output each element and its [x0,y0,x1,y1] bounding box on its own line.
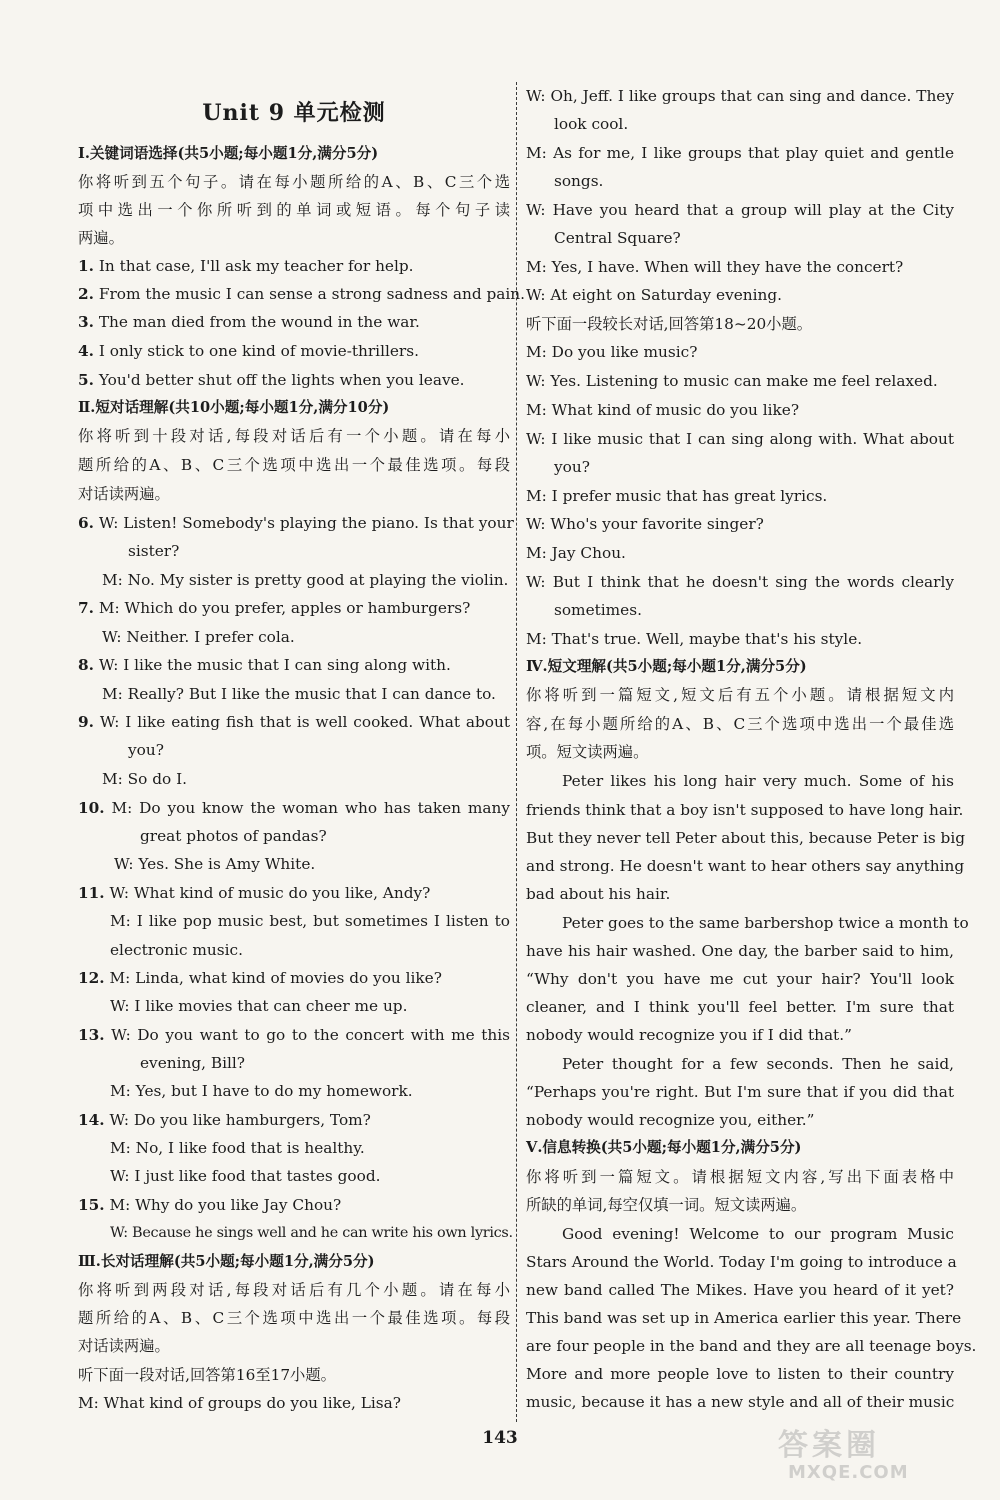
line-text: nobody would recognize you, either.” [526,1111,815,1129]
text-line [78,1361,336,1389]
text-line [526,82,954,110]
line-text: W: I like music that I can sing along with. What about [526,430,954,448]
text-line [526,1163,954,1191]
item-number: 10. [78,799,105,817]
line-text: “Why don't you have me cut your hair? You'll look [526,970,954,988]
line-text: W: Do you want to go to the concert with me this [104,1026,510,1044]
item-number: 14. [78,1111,105,1129]
line-text: W: I like eating fish that is well cooked. What about [93,713,510,731]
text-line [110,1162,381,1190]
line-text: 项中选出一个你所听到的单词或短语。每个句子读 [78,201,510,219]
line-text: Ⅲ.长对话理解(共5小题;每小题1分,满分5分) [78,1253,375,1270]
text-line [526,1078,954,1106]
line-text: great photos of pandas? [140,827,327,845]
line-text: sometimes. [554,601,642,619]
watermark-line1: 答案圈 [778,1428,880,1463]
text-line [526,1360,954,1388]
line-text: M: Yes, I have. When will they have the concert? [526,258,904,276]
text-line [110,1134,365,1162]
text-line [562,767,954,795]
line-text: Ⅰ.关键词语选择(共5小题;每小题1分,满分5分) [78,145,379,162]
line-text: 容,在每小题所给的A、B、C三个选项中选出一个最佳选 [526,715,954,733]
text-line [78,708,510,736]
line-text: 你将听到五个句子。请在每小题所给的A、B、C三个选 [78,173,510,191]
text-line [526,880,670,908]
line-text: But they never tell Peter about this, because Peter is big [526,829,966,847]
line-text: M: What kind of music do you like? [526,401,800,419]
text-line [526,1388,954,1416]
line-text: 项。短文读两遍。 [526,743,649,761]
line-text: 所缺的单词,每空仅填一词。短文读两遍。 [526,1196,807,1214]
line-text: This band was set up in America earlier this year. There [526,1309,962,1327]
item-number: 4. [78,342,94,360]
text-line [526,253,903,281]
text-line [102,566,508,594]
text-line [526,367,938,395]
text-line [526,625,862,653]
text-line [562,1050,954,1078]
line-text: Peter thought for a few seconds. Then he said, [562,1055,954,1073]
line-text: look cool. [554,115,629,133]
text-line [128,537,179,565]
line-text: W: I just like food that tastes good. [110,1167,381,1185]
line-text: Stars Around the World. Today I'm going to introduce a [526,1253,957,1271]
line-text: sister? [128,542,180,560]
line-text: nobody would recognize you if I did that.” [526,1026,852,1044]
page-number: 143 [482,1428,518,1448]
item-number: 15. [78,1196,105,1214]
text-line [78,1106,371,1134]
page-title: Unit 9 单元检测 [202,100,386,126]
line-text: and strong. He doesn't want to hear others say anything [526,857,965,875]
item-number: 9. [78,713,94,731]
line-text: M: Do you know the woman who has taken many [104,799,510,817]
text-line [526,824,966,852]
text-line [526,1332,977,1360]
text-line [526,539,626,567]
line-text: 你将听到一篇短文。请根据短文内容,写出下面表格中 [526,1168,954,1186]
text-line [78,337,419,365]
text-line [78,1191,341,1219]
text-line [140,1049,245,1077]
text-line [526,796,964,824]
line-text: M: Jay Chou. [526,544,626,562]
text-line [78,168,510,196]
text-line [102,623,295,651]
text-line [78,1332,170,1360]
line-text: 听下面一段对话,回答第16至17小题。 [78,1366,336,1384]
text-line [554,596,642,624]
line-text: M: Linda, what kind of movies do you like? [104,969,442,987]
text-line [78,366,465,394]
line-text: songs. [554,172,604,190]
line-text: W: Yes. She is Amy White. [114,855,316,873]
text-line [526,1191,806,1219]
text-line [78,422,510,450]
text-line [78,594,470,622]
text-line [78,1276,510,1304]
line-text: W: Do you like hamburgers, Tom? [104,1111,371,1129]
line-text: W: But I think that he doesn't sing the words clearly [526,573,954,591]
text-line [78,308,420,336]
line-text: 题所给的A、B、C三个选项中选出一个最佳选项。每段 [78,1309,510,1327]
item-number: 12. [78,969,105,987]
line-text: new band called The Mikes. Have you heard of it yet? [526,1281,954,1299]
section-heading [78,1248,375,1276]
line-text: are four people in the band and they are all teenage boys. [526,1337,977,1355]
line-text: “Perhaps you're right. But I'm sure that if you did that [526,1083,954,1101]
line-text: M: What kind of groups do you like, Lisa? [78,1394,401,1412]
line-text: M: I like pop music best, but sometimes I listen to [110,912,510,930]
section-heading [78,140,378,168]
text-line [526,139,954,167]
section-heading [526,1134,801,1162]
line-text: W: Oh, Jeff. I like groups that can sing and dance. They [526,87,954,105]
line-text: W: Because he sings well and he can write his own lyrics. [110,1225,513,1241]
text-line [526,510,764,538]
text-line [562,909,969,937]
line-text: M: I prefer music that has great lyrics. [526,487,828,505]
line-text: 题所给的A、B、C三个选项中选出一个最佳选项。每段 [78,456,510,474]
line-text: electronic music. [110,941,243,959]
item-number: 11. [78,884,105,902]
text-line [110,1219,513,1247]
text-line [78,252,414,280]
line-text: W: Listen! Somebody's playing the piano. Is that your [93,514,514,532]
text-line [140,822,327,850]
text-line [526,937,954,965]
column-divider [516,82,517,1422]
text-line [526,482,827,510]
line-text: W: Yes. Listening to music can make me feel relaxed. [526,372,938,390]
text-line [554,224,681,252]
line-text: M: Which do you prefer, apples or hamburgers? [93,599,471,617]
line-text: have his hair washed. One day, the barber said to him, [526,942,954,960]
line-text: 你将听到十段对话,每段对话后有一个小题。请在每小 [78,427,510,445]
line-text: Ⅴ.信息转换(共5小题;每小题1分,满分5分) [526,1139,802,1156]
text-line [562,1220,954,1248]
line-text: M: Yes, but I have to do my homework. [110,1082,413,1100]
text-line [526,965,954,993]
line-text: W: What kind of music do you like, Andy? [104,884,431,902]
text-line [526,1276,954,1304]
text-line [110,1077,413,1105]
line-text: M: No. My sister is pretty good at playing the violin. [102,571,509,589]
text-line [110,992,407,1020]
line-text: 你将听到两段对话,每段对话后有几个小题。请在每小 [78,1281,510,1299]
text-line [554,167,603,195]
line-text: You'd better shut off the lights when you leave. [93,371,465,389]
line-text: In that case, I'll ask my teacher for help. [93,257,414,275]
line-text: 两遍。 [78,229,124,247]
text-line [526,1021,852,1049]
text-line [526,196,954,224]
text-line [78,509,514,537]
line-text: M: No, I like food that is healthy. [110,1139,365,1157]
text-line [526,568,954,596]
text-line [110,936,243,964]
text-line [526,396,799,424]
line-text: Ⅳ.短文理解(共5小题;每小题1分,满分5分) [526,658,807,675]
text-line [78,794,510,822]
line-text: From the music I can sense a strong sadness and pain. [93,285,526,303]
line-text: Peter likes his long hair very much. Some of his [562,772,954,790]
line-text: bad about his hair. [526,885,671,903]
text-line [78,224,124,252]
line-text: W: Who's your favorite singer? [526,515,764,533]
line-text: Peter goes to the same barbershop twice a month to [562,914,969,932]
text-line [78,964,442,992]
text-line [526,338,697,366]
line-text: Central Square? [554,229,681,247]
line-text: W: I like movies that can cheer me up. [110,997,408,1015]
line-text: cleaner, and I think you'll feel better. I'm sure that [526,998,954,1016]
item-number: 5. [78,371,94,389]
item-number: 13. [78,1026,105,1044]
text-line [526,738,648,766]
text-line [526,310,812,338]
item-number: 2. [78,285,94,303]
line-text: W: Neither. I prefer cola. [102,628,295,646]
line-text: 对话读两遍。 [78,1337,170,1355]
line-text: you? [128,741,164,759]
line-text: you? [554,458,590,476]
item-number: 6. [78,514,94,532]
line-text: Ⅱ.短对话理解(共10小题;每小题1分,满分10分) [78,399,390,416]
line-text: 对话读两遍。 [78,485,170,503]
line-text: 听下面一段较长对话,回答第18~20小题。 [526,315,813,333]
item-number: 7. [78,599,94,617]
line-text: I only stick to one kind of movie-thrillers. [93,342,419,360]
text-line [526,425,954,453]
item-number: 3. [78,313,94,331]
text-line [78,280,525,308]
text-line [526,1106,814,1134]
section-heading [526,653,807,681]
line-text: Good evening! Welcome to our program Music [562,1225,954,1243]
line-text: More and more people love to listen to their country [526,1365,954,1383]
line-text: The man died from the wound in the war. [93,313,420,331]
line-text: M: Why do you like Jay Chou? [104,1196,342,1214]
line-text: M: Do you like music? [526,343,698,361]
text-line [78,1389,401,1417]
line-text: 你将听到一篇短文,短文后有五个小题。请根据短文内 [526,686,954,704]
text-line [102,765,187,793]
line-text: friends think that a boy isn't supposed to have long hair. [526,801,964,819]
text-line [78,196,510,224]
line-text: M: As for me, I like groups that play quiet and gentle [526,144,954,162]
section-heading [78,394,389,422]
text-line [554,110,628,138]
watermark-line2: MXQE.COM [788,1462,909,1483]
line-text: W: I like the music that I can sing along with. [93,656,451,674]
item-number: 8. [78,656,94,674]
text-line [114,850,315,878]
text-line [526,993,954,1021]
text-line [102,680,496,708]
text-line [78,480,170,508]
text-line [526,710,954,738]
text-line [526,1248,957,1276]
line-text: M: So do I. [102,770,187,788]
text-line [526,281,782,309]
line-text: W: At eight on Saturday evening. [526,286,783,304]
text-line [78,1021,510,1049]
watermark-logo [770,1420,970,1490]
line-text: M: Really? But I like the music that I can dance to. [102,685,496,703]
line-text: W: Have you heard that a group will play at the City [526,201,954,219]
text-line [110,907,510,935]
text-line [526,852,965,880]
text-line [78,1304,510,1332]
line-text: M: That's true. Well, maybe that's his style. [526,630,863,648]
text-line [78,651,451,679]
text-line [526,1304,962,1332]
line-text: music, because it has a new style and all of their music [526,1393,955,1411]
text-line [526,681,954,709]
text-line [78,451,510,479]
item-number: 1. [78,257,94,275]
text-line [78,879,430,907]
line-text: evening, Bill? [140,1054,245,1072]
text-line [128,736,164,764]
text-line [554,453,590,481]
